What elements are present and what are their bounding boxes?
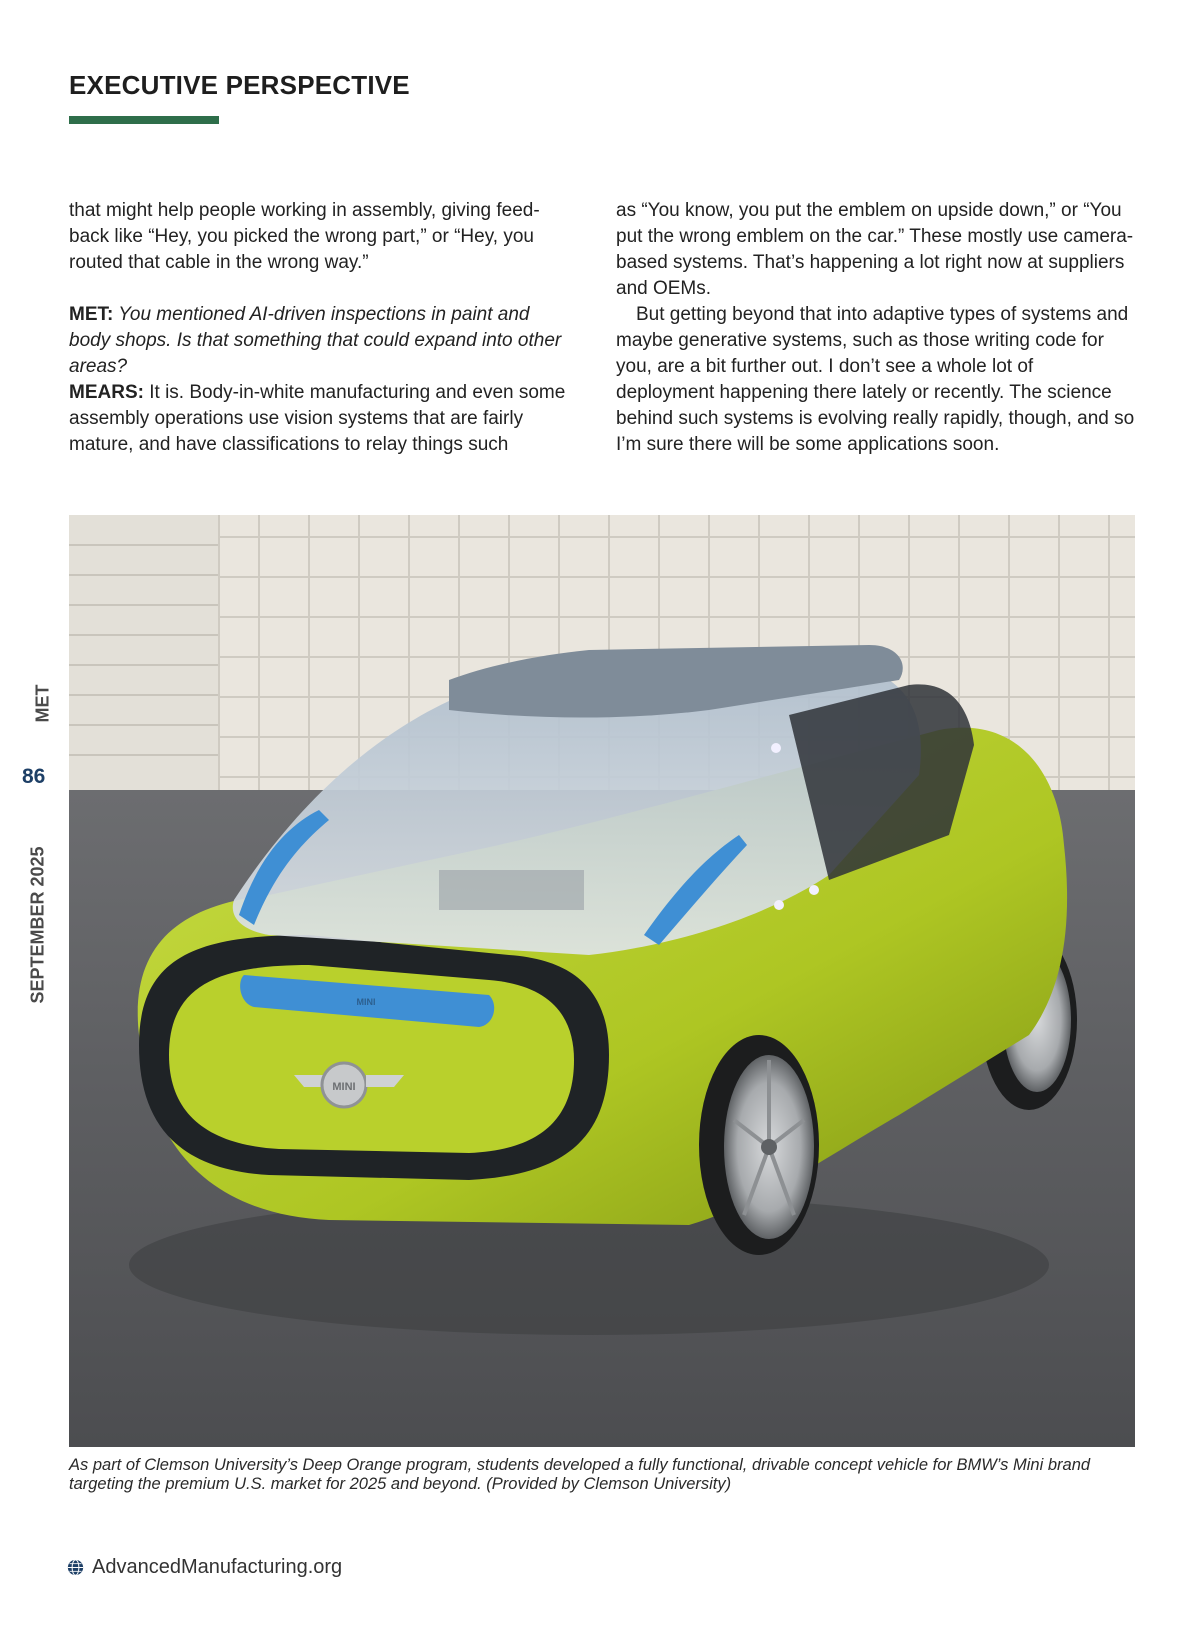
paragraph: But getting beyond that into adaptive types of systems and maybe generative systems, such as those writing code for you, are a bit further out. I don’t see a whole lot of deployment happening there lately or recently. The science behind such systems is evolving really rapidly, though, and so I’m sure there will be some applications soon. — [616, 304, 1135, 455]
section-title: EXECUTIVE PERSPECTIVE — [69, 70, 410, 100]
concept-car-photo — [69, 515, 1135, 1447]
speaker-met: MET: — [69, 304, 114, 325]
sidebar-magazine-name: MET — [32, 684, 53, 723]
footer — [67, 1556, 342, 1579]
left-column — [69, 198, 569, 458]
paragraph: as “You know, you put the emblem on upside down,” or “You put the wrong emblem on the car.” These mostly use camera-based systems. That’s happening a lot right now at suppliers and OEMs. — [616, 200, 1134, 299]
interview-question — [69, 302, 569, 380]
page-number: 86 — [22, 765, 46, 788]
title-underline — [69, 116, 219, 124]
website-link[interactable]: AdvancedManufacturing.org — [92, 1556, 343, 1578]
right-column — [616, 198, 1136, 458]
speaker-mears: MEARS: — [69, 382, 144, 403]
globe-icon — [67, 1559, 84, 1576]
interview-answer — [69, 380, 569, 458]
paragraph: that might help people working in assembly, giving feed-back like “Hey, you picked the wrong part,” or “Hey, you routed that cable in the wrong way.” — [69, 200, 540, 273]
answer-text: It is. Body-in-white manufacturing and even some assembly operations use vision systems that are fairly mature, and have classifications to relay things such — [69, 382, 566, 455]
photo-caption: As part of Clemson University’s Deep Orange program, students developed a fully functional, drivable concept vehicle for BMW’s Mini brand targeting the premium U.S. market for 2025 and beyond. (Provided by Clemson University) — [69, 1456, 1091, 1493]
issue-date: SEPTEMBER 2025 — [27, 846, 48, 1004]
question-text: You mentioned AI-driven inspections in paint and body shops. Is that something that could expand into other areas? — [69, 304, 562, 377]
grille-badge-text: MINI — [332, 1081, 356, 1093]
hood-badge-text: MINI — [356, 997, 376, 1007]
